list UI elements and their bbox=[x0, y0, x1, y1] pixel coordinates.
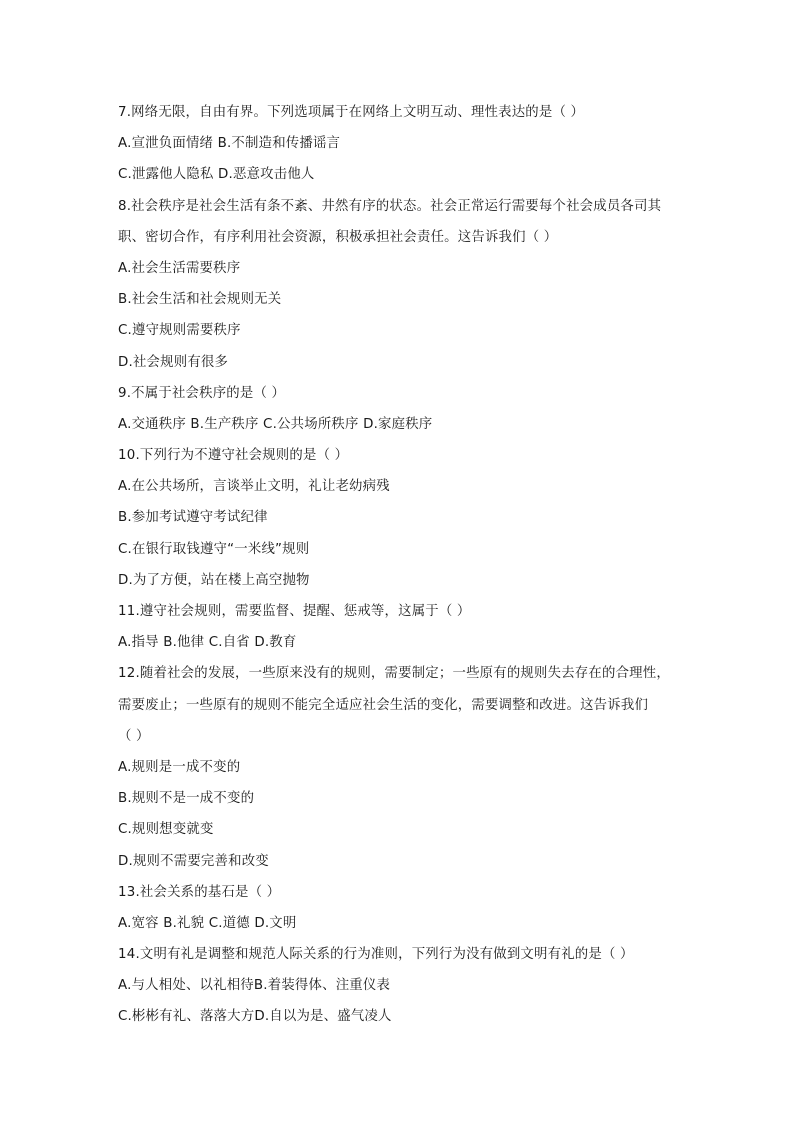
question-12-option-b: B.规则不是一成不变的 bbox=[118, 791, 255, 807]
question-10-option-b: B.参加考试遵守考试纪律 bbox=[118, 510, 268, 526]
question-8-stem-line-2: 职、密切合作，有序利用社会资源，积极承担社会责任。这告诉我们（ ） bbox=[118, 229, 558, 245]
question-12-stem-line-1: 12.随着社会的发展，一些原来没有的规则，需要制定；一些原有的规则失去存在的合理性， bbox=[118, 666, 670, 682]
question-7-stem: 7.网络无限，自由有界。下列选项属于在网络上文明互动、理性表达的是（ ） bbox=[118, 105, 585, 120]
question-13-options: A.宽容 B.礼貌 C.道德 D.文明 bbox=[118, 915, 297, 931]
question-8-option-a: A.社会生活需要秩序 bbox=[118, 260, 241, 276]
question-10-option-c: C.在银行取钱遵守“一米线”规则 bbox=[118, 541, 310, 557]
question-10-stem: 10.下列行为不遵守社会规则的是（ ） bbox=[118, 448, 349, 464]
question-7-options-ab: A.宣泄负面情绪 B.不制造和传播谣言 bbox=[118, 136, 341, 152]
question-content bbox=[118, 100, 683, 1036]
question-14-options-ab: A.与人相处、以礼相待B.着装得体、注重仪表 bbox=[118, 978, 391, 994]
question-12-option-d: D.规则不需要完善和改变 bbox=[118, 853, 269, 869]
question-8-option-c: C.遵守规则需要秩序 bbox=[118, 323, 241, 339]
question-14-options-cd: C.彬彬有礼、落落大方D.自以为是、盛气凌人 bbox=[118, 1009, 392, 1025]
question-12-option-c: C.规则想变就变 bbox=[118, 822, 214, 838]
question-13-stem: 13.社会关系的基石是（ ） bbox=[118, 884, 281, 900]
question-8-option-b: B.社会生活和社会规则无关 bbox=[118, 292, 282, 308]
question-9-stem: 9.不属于社会秩序的是（ ） bbox=[118, 385, 286, 401]
question-12-stem-line-2: 需要废止；一些原有的规则不能完全适应社会生活的变化，需要调整和改进。这告诉我们 bbox=[118, 697, 649, 713]
question-8-stem-line-1: 8.社会秩序是社会生活有条不紊、井然有序的状态。社会正常运行需要每个社会成员各司其 bbox=[118, 198, 662, 214]
question-12-option-a: A.规则是一成不变的 bbox=[118, 759, 241, 775]
question-14-stem: 14.文明有礼是调整和规范人际关系的行为准则，下列行为没有做到文明有礼的是（ ） bbox=[118, 947, 634, 963]
question-7-options-cd: C.泄露他人隐私 D.恶意攻击他人 bbox=[118, 167, 315, 183]
question-11-options: A.指导 B.他律 C.自省 D.教育 bbox=[118, 635, 297, 651]
question-10-option-d: D.为了方便，站在楼上高空抛物 bbox=[118, 572, 310, 588]
question-8-option-d: D.社会规则有很多 bbox=[118, 354, 229, 370]
question-11-stem: 11.遵守社会规则，需要监督、提醒、惩戒等，这属于（ ） bbox=[118, 604, 471, 619]
question-10-option-a: A.在公共场所，言谈举止文明，礼让老幼病残 bbox=[118, 479, 390, 495]
question-12-stem-line-3: （ ） bbox=[118, 728, 150, 744]
question-9-options: A.交通秩序 B.生产秩序 C.公共场所秩序 D.家庭秩序 bbox=[118, 416, 433, 432]
